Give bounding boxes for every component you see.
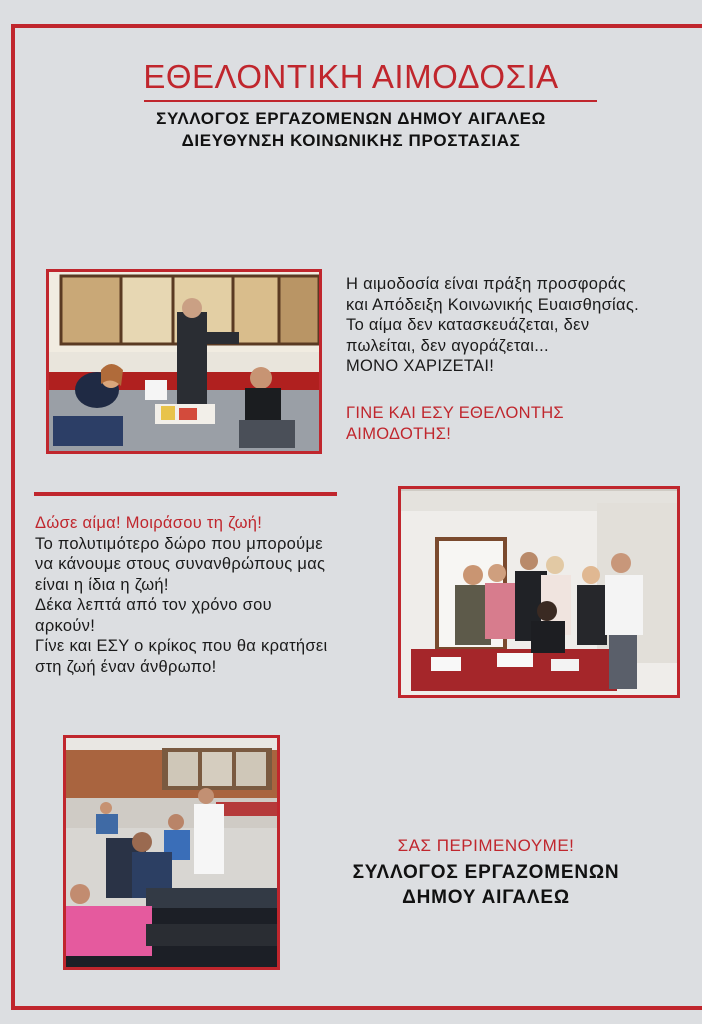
closing-organization-line: ΣΥΛΛΟΓΟΣ ΕΡΓΑΖΟΜΕΝΩΝ bbox=[352, 862, 620, 883]
photo-donors-room bbox=[46, 269, 322, 454]
frame-bottom-border bbox=[11, 1006, 702, 1010]
closing-organization-line: ΔΗΜΟΥ ΑΙΓΑΛΕΩ bbox=[402, 887, 570, 908]
donate-text bbox=[35, 513, 385, 677]
department-name: ΔΙΕΥΘΥΝΣΗ ΚΟΙΝΩΝΙΚΗΣ ΠΡΟΣΤΑΣΙΑΣ bbox=[181, 131, 521, 150]
closing-organization bbox=[300, 860, 672, 910]
organization-name: ΣΥΛΛΟΓΟΣ ΕΡΓΑΖΟΜΕΝΩΝ ΔΗΜΟΥ ΑΙΓΑΛΕΩ bbox=[156, 109, 546, 128]
frame-top-border bbox=[11, 24, 702, 28]
closing-invitation: ΣΑΣ ΠΕΡΙΜΕΝΟΥΜΕ! bbox=[397, 836, 575, 855]
donate-line: Δέκα λεπτά από τον χρόνο σου bbox=[35, 596, 272, 614]
donate-line: Γίνε και ΕΣΥ ο κρίκος που θα κρατήσει bbox=[35, 637, 328, 655]
intro-line: πωλείται, δεν αγοράζεται... bbox=[346, 336, 549, 355]
volunteer-call-to-action bbox=[346, 403, 646, 444]
donate-line: είναι η ίδια η ζωή! bbox=[35, 575, 169, 594]
frame-left-border bbox=[11, 24, 15, 1010]
cta-line: ΑΙΜΟΔΟΤΗΣ! bbox=[346, 424, 452, 443]
intro-line: ΜΟΝΟ ΧΑΡΙΖΕΤΑΙ! bbox=[346, 357, 495, 375]
donate-line: αρκούν! bbox=[35, 616, 96, 635]
section-divider bbox=[34, 492, 337, 496]
intro-line: και Απόδειξη Κοινωνικής Ευαισθησίας. bbox=[346, 295, 639, 314]
photo-donation-clinic bbox=[63, 735, 280, 970]
page-title: ΕΘΕΛΟΝΤΙΚΗ ΑΙΜΟΔΟΣΙΑ bbox=[143, 58, 559, 95]
photo-volunteer-group bbox=[398, 486, 680, 698]
donate-line: στη ζωή έναν άνθρωπο! bbox=[35, 657, 217, 676]
intro-text bbox=[346, 274, 686, 377]
intro-line: Η αιμοδοσία είναι πράξη προσφοράς bbox=[346, 275, 627, 293]
donate-line: Το πολυτιμότερο δώρο που μπορούμε bbox=[35, 534, 323, 553]
cta-line: ΓΙΝΕ ΚΑΙ ΕΣΥ ΕΘΕΛΟΝΤΗΣ bbox=[346, 404, 564, 422]
intro-line: Το αίμα δεν κατασκευάζεται, δεν bbox=[346, 316, 590, 334]
donate-line: να κάνουμε στους συνανθρώπους μας bbox=[35, 555, 326, 573]
donate-heading: Δώσε αίμα! Μοιράσου τη ζωή! bbox=[35, 514, 263, 532]
title-underline bbox=[144, 100, 597, 102]
